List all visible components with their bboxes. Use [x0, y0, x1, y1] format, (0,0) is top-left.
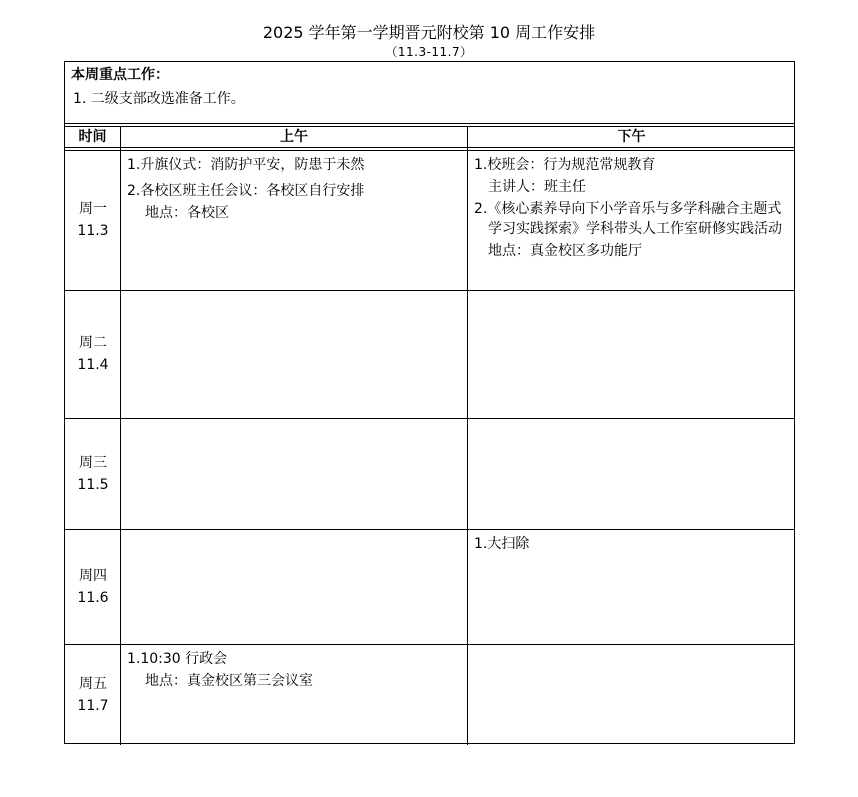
date: 11.3 [77, 223, 109, 239]
date: 11.5 [77, 477, 109, 493]
day-label-wed [65, 452, 121, 496]
agenda-item: 1.校班会：行为规范常规教育 [474, 157, 656, 173]
day-label-mon [65, 198, 121, 242]
weekday: 周四 [79, 568, 107, 584]
date: 11.7 [77, 698, 109, 714]
divider [65, 418, 794, 419]
key-work-heading: 本周重点工作： [71, 67, 169, 83]
agenda-location: 地点：真金校区第三会议室 [145, 673, 313, 689]
agenda-item: 2.各校区班主任会议：各校区自行安排 [127, 183, 365, 199]
weekday: 周一 [79, 201, 107, 217]
weekday: 周二 [79, 335, 107, 351]
key-work-section [65, 62, 794, 123]
agenda-item: 1.大扫除 [474, 536, 530, 552]
schedule-table [64, 61, 795, 744]
agenda-location: 地点：各校区 [145, 205, 229, 221]
header-morning: 上午 [280, 129, 308, 145]
fri-morning-cell [121, 645, 467, 697]
key-work-item: 1. 二级支部改选准备工作。 [73, 91, 245, 107]
date-range: （11.3-11.7） [385, 45, 473, 59]
agenda-item: 2.《核心素养导向下小学音乐与多学科融合主题式学习实践探索》学科带头人工作室研修实践活动 [474, 201, 782, 237]
thu-afternoon-cell [468, 530, 795, 560]
weekday: 周三 [79, 455, 107, 471]
agenda-item: 1.10:30 行政会 [127, 651, 228, 667]
day-label-thu [65, 565, 121, 609]
divider [65, 290, 794, 291]
mon-afternoon-cell [468, 151, 795, 267]
day-label-tue [65, 332, 121, 376]
agenda-location: 地点：真金校区多功能厅 [488, 243, 642, 259]
header-afternoon: 下午 [617, 129, 646, 145]
day-label-fri [65, 673, 121, 717]
divider [65, 123, 794, 124]
weekday: 周五 [79, 676, 107, 692]
page-title: 2025 学年第一学期晋元附校第 10 周工作安排 [262, 23, 596, 42]
header-time: 时间 [78, 129, 107, 145]
date: 11.4 [77, 357, 109, 373]
agenda-speaker: 主讲人：班主任 [488, 179, 586, 195]
mon-morning-cell [121, 151, 467, 229]
date: 11.6 [77, 590, 109, 606]
agenda-item: 1.升旗仪式：消防护平安，防患于未然 [127, 157, 365, 173]
